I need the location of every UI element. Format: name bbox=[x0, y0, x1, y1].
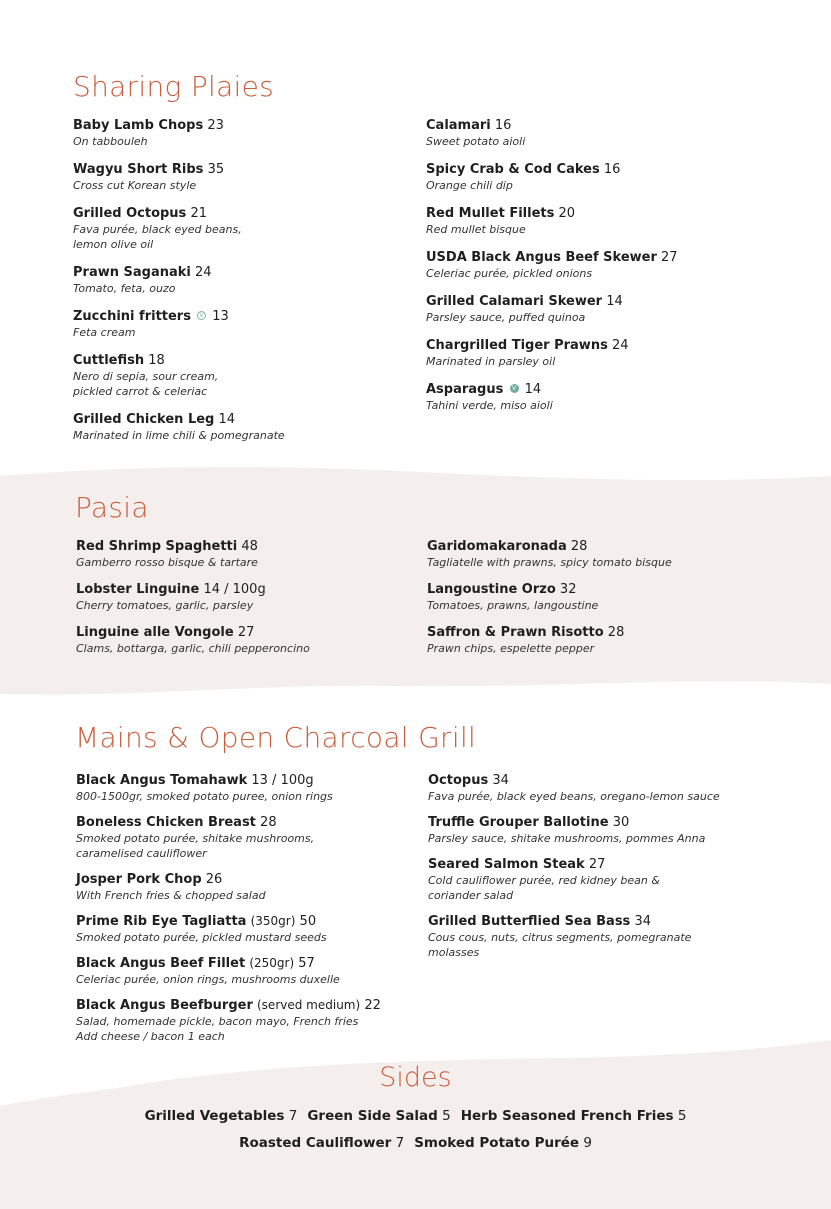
menu-item-name: Baby Lamb Chops bbox=[73, 118, 204, 133]
menu-item-price: 27 bbox=[237, 625, 255, 640]
menu-item-price: 14 bbox=[218, 412, 236, 427]
menu-item-header bbox=[73, 265, 403, 280]
sides-row bbox=[0, 1135, 831, 1151]
menu-item-header bbox=[427, 625, 757, 640]
menu-item-portion: (350gr) bbox=[250, 914, 296, 928]
side-item-name: Herb Seasoned French Fries bbox=[460, 1108, 674, 1124]
menu-item-description: With French fries & chopped salad bbox=[76, 889, 266, 902]
menu-item-header bbox=[428, 857, 758, 872]
menu-item bbox=[428, 857, 758, 903]
menu-item-header bbox=[426, 162, 756, 177]
menu-item bbox=[73, 412, 403, 443]
menu-item-price: 32 bbox=[559, 582, 577, 597]
menu-item-portion: (250gr) bbox=[249, 956, 295, 970]
menu-item bbox=[427, 582, 757, 613]
pasta-right-column bbox=[427, 539, 757, 668]
menu-item-description: Tomato, feta, ouzo bbox=[73, 282, 176, 295]
menu-item-description: Gamberro rosso bisque & tartare bbox=[76, 556, 258, 569]
side-item bbox=[414, 1135, 592, 1151]
menu-item bbox=[73, 118, 403, 149]
menu-item-description: Cous cous, nuts, citrus segments, pomegranate molasses bbox=[428, 931, 692, 959]
menu-item bbox=[73, 353, 403, 399]
menu-item-header bbox=[76, 872, 406, 887]
menu-item-description: 800-1500gr, smoked potato puree, onion rings bbox=[76, 790, 333, 803]
menu-item-price: 13 bbox=[212, 309, 229, 324]
menu-item-price: 30 bbox=[612, 815, 630, 830]
menu-item-name: Red Mullet Fillets bbox=[426, 206, 555, 221]
menu-item-description: Fava purée, black eyed beans, lemon olive oil bbox=[73, 223, 242, 251]
menu-item-header bbox=[73, 309, 403, 324]
menu-item-name: Asparagus bbox=[426, 382, 504, 397]
menu-item-name: USDA Black Angus Beef Skewer bbox=[426, 250, 657, 265]
menu-item-description: Parsley sauce, shitake mushrooms, pommes Anna bbox=[428, 832, 706, 845]
menu-item-name: Lobster Linguine bbox=[76, 582, 200, 597]
menu-item-name: Wagyu Short Ribs bbox=[73, 162, 204, 177]
menu-item-header bbox=[426, 294, 756, 309]
mains-title: Mains & Open Charcoal Grill bbox=[75, 721, 477, 754]
menu-item-description: Celeriac purée, pickled onions bbox=[426, 267, 593, 280]
menu-item-name: Cuttlefish bbox=[73, 353, 145, 368]
menu-item-name: Linguine alle Vongole bbox=[76, 625, 234, 640]
menu-item bbox=[73, 206, 403, 252]
menu-item bbox=[426, 206, 756, 237]
menu-item-header bbox=[76, 998, 406, 1013]
menu-item-name: Grilled Chicken Leg bbox=[73, 412, 215, 427]
menu-item-name: Grilled Calamari Skewer bbox=[426, 294, 603, 309]
menu-item-price: 14 / 100g bbox=[203, 582, 266, 597]
sharing-plates-title: Sharing Plaies bbox=[73, 70, 275, 103]
menu-item-header bbox=[73, 162, 403, 177]
side-item-name: Grilled Vegetables bbox=[144, 1108, 285, 1124]
menu-item-description: Smoked potato purée, pickled mustard seeds bbox=[76, 931, 327, 944]
menu-item-description: Parsley sauce, puffed quinoa bbox=[426, 311, 586, 324]
menu-item-description: Fava purée, black eyed beans, oregano-lemon sauce bbox=[428, 790, 720, 803]
menu-item-header bbox=[76, 582, 406, 597]
pasta-left-column bbox=[76, 539, 406, 668]
side-item-price: 5 bbox=[677, 1108, 687, 1124]
menu-item bbox=[426, 162, 756, 193]
sides-title: Sides bbox=[379, 1062, 452, 1093]
sharing-right-column bbox=[426, 118, 756, 426]
menu-item-name: Garidomakaronada bbox=[427, 539, 567, 554]
side-item bbox=[239, 1135, 404, 1151]
menu-item-header bbox=[428, 773, 758, 788]
menu-item-price: 35 bbox=[207, 162, 225, 177]
menu-item-name: Chargrilled Tiger Prawns bbox=[426, 338, 608, 353]
menu-item-description: Marinated in parsley oil bbox=[426, 355, 556, 368]
menu-item bbox=[427, 539, 757, 570]
vegetarian-outline-icon: V bbox=[197, 311, 206, 320]
menu-item-name: Josper Pork Chop bbox=[76, 872, 202, 887]
menu-item-description: Clams, bottarga, garlic, chili pepperoncino bbox=[76, 642, 310, 655]
side-item-name: Smoked Potato Purée bbox=[414, 1135, 580, 1151]
sharing-left-column bbox=[73, 118, 403, 456]
menu-item-description: Tahini verde, miso aioli bbox=[426, 399, 553, 412]
menu-item-description: Cold cauliflower purée, red kidney bean & coriander salad bbox=[428, 874, 660, 902]
menu-item bbox=[426, 294, 756, 325]
menu-item bbox=[76, 582, 406, 613]
menu-item-description: Salad, homemade pickle, bacon mayo, French fries Add cheese / bacon 1 each bbox=[76, 1015, 359, 1043]
menu-item-description: Smoked potato purée, shitake mushrooms, caramelised cauliflower bbox=[76, 832, 315, 860]
side-item-price: 7 bbox=[288, 1108, 298, 1124]
menu-item-header bbox=[426, 250, 756, 265]
menu-item-header bbox=[76, 625, 406, 640]
pasta-title: Pasia bbox=[75, 491, 149, 524]
menu-item-price: 13 / 100g bbox=[251, 773, 314, 788]
menu-item-price: 28 bbox=[260, 815, 277, 830]
menu-item-name: Octopus bbox=[428, 773, 489, 788]
menu-item-name: Langoustine Orzo bbox=[427, 582, 556, 597]
menu-item-price: 16 bbox=[494, 118, 512, 133]
menu-item-header bbox=[76, 914, 406, 929]
mains-left-column bbox=[76, 773, 406, 1055]
menu-item-name: Prawn Saganaki bbox=[73, 265, 191, 280]
menu-item bbox=[73, 162, 403, 193]
menu-item-header bbox=[76, 773, 406, 788]
menu-item-price: 28 bbox=[570, 539, 588, 554]
menu-item-portion: (served medium) bbox=[257, 998, 361, 1012]
side-item-price: 5 bbox=[442, 1108, 451, 1124]
menu-item-name: Grilled Octopus bbox=[73, 206, 187, 221]
menu-item-name: Calamari bbox=[426, 118, 491, 133]
side-item-name: Roasted Cauliflower bbox=[239, 1135, 392, 1151]
menu-item bbox=[76, 872, 406, 903]
menu-item-name: Black Angus Beef Fillet bbox=[76, 956, 246, 971]
menu-item-description: Red mullet bisque bbox=[426, 223, 526, 236]
menu-item-header bbox=[73, 118, 403, 133]
menu-item-price: 24 bbox=[611, 338, 629, 353]
menu-item bbox=[428, 815, 758, 846]
menu-item-price: 14 bbox=[524, 382, 542, 397]
menu-item-name: Zucchini fritters bbox=[73, 309, 191, 324]
side-item-name: Green Side Salad bbox=[307, 1108, 438, 1124]
menu-item-price: 16 bbox=[603, 162, 621, 177]
menu-item-header bbox=[73, 353, 403, 368]
menu-item-price: 20 bbox=[558, 206, 576, 221]
menu-item-description: Celeriac purée, onion rings, mushrooms duxelle bbox=[76, 973, 340, 986]
menu-item-header bbox=[427, 539, 757, 554]
menu-item-description: Orange chili dip bbox=[426, 179, 513, 192]
menu-item-header bbox=[426, 206, 756, 221]
menu-item-header bbox=[426, 338, 756, 353]
menu-item-price: 27 bbox=[661, 250, 678, 265]
menu-item-description: Cross cut Korean style bbox=[73, 179, 197, 192]
menu-item-header bbox=[426, 118, 756, 133]
menu-item-name: Spicy Crab & Cod Cakes bbox=[426, 162, 600, 177]
menu-item bbox=[73, 265, 403, 296]
sides-row bbox=[0, 1108, 831, 1124]
menu-item bbox=[426, 118, 756, 149]
menu-item bbox=[76, 773, 406, 804]
menu-item bbox=[428, 914, 758, 960]
menu-item-price: 48 bbox=[241, 539, 258, 554]
menu-item bbox=[426, 382, 756, 413]
menu-item-header bbox=[426, 382, 756, 397]
menu-item-name: Prime Rib Eye Tagliatta bbox=[76, 914, 247, 929]
menu-item bbox=[76, 914, 406, 945]
menu-item-price: 26 bbox=[205, 872, 223, 887]
menu-item-description: Tomatoes, prawns, langoustine bbox=[427, 599, 599, 612]
side-item bbox=[307, 1108, 450, 1124]
menu-item-name: Black Angus Beefburger bbox=[76, 998, 253, 1013]
menu-item-price: 34 bbox=[492, 773, 509, 788]
menu-item-header bbox=[73, 206, 403, 221]
vegan-filled-icon: V bbox=[510, 384, 519, 393]
menu-item bbox=[76, 956, 406, 987]
menu-item-description: Nero di sepia, sour cream, pickled carrot & celeriac bbox=[73, 370, 219, 398]
menu-item-description: Prawn chips, espelette pepper bbox=[427, 642, 595, 655]
menu-item-name: Black Angus Tomahawk bbox=[76, 773, 248, 788]
menu-item-name: Red Shrimp Spaghetti bbox=[76, 539, 238, 554]
menu-item-description: Cherry tomatoes, garlic, parsley bbox=[76, 599, 254, 612]
menu-item-description: Tagliatelle with prawns, spicy tomato bisque bbox=[427, 556, 672, 569]
menu-item-name: Boneless Chicken Breast bbox=[76, 815, 256, 830]
menu-item-price: 28 bbox=[607, 625, 625, 640]
menu-item-description: On tabbouleh bbox=[73, 135, 148, 148]
menu-item-price: 34 bbox=[634, 914, 651, 929]
menu-item-price: 22 bbox=[364, 998, 381, 1013]
menu-item bbox=[76, 539, 406, 570]
menu-item-price: 24 bbox=[195, 265, 212, 280]
side-item bbox=[145, 1108, 298, 1124]
side-item-price: 7 bbox=[395, 1135, 405, 1151]
menu-item-price: 50 bbox=[299, 914, 317, 929]
menu-item bbox=[76, 815, 406, 861]
menu-item bbox=[426, 250, 756, 281]
menu-item-header bbox=[428, 914, 758, 929]
menu-item-header bbox=[76, 815, 406, 830]
menu-item-name: Saffron & Prawn Risotto bbox=[427, 625, 604, 640]
menu-item-price: 21 bbox=[190, 206, 207, 221]
menu-item-description: Sweet potato aioli bbox=[426, 135, 526, 148]
menu-item bbox=[426, 338, 756, 369]
mains-right-column bbox=[428, 773, 758, 971]
menu-item-description: Feta cream bbox=[73, 326, 136, 339]
menu-item-header bbox=[427, 582, 757, 597]
menu-item-price: 27 bbox=[588, 857, 606, 872]
menu-item-name: Grilled Butterflied Sea Bass bbox=[428, 914, 631, 929]
menu-item bbox=[427, 625, 757, 656]
side-item-price: 9 bbox=[583, 1135, 592, 1151]
menu-item bbox=[76, 998, 406, 1044]
menu-item-name: Seared Salmon Steak bbox=[428, 857, 585, 872]
menu-item-description: Marinated in lime chili & pomegranate bbox=[73, 429, 285, 442]
menu-item-price: 23 bbox=[207, 118, 224, 133]
menu-item bbox=[428, 773, 758, 804]
menu-item-header bbox=[76, 539, 406, 554]
menu-item-header bbox=[73, 412, 403, 427]
menu-item bbox=[73, 309, 403, 340]
menu-item-header bbox=[76, 956, 406, 971]
menu-item-header bbox=[428, 815, 758, 830]
menu-item-price: 18 bbox=[148, 353, 165, 368]
side-item bbox=[461, 1108, 687, 1124]
menu-item bbox=[76, 625, 406, 656]
menu-item-price: 14 bbox=[606, 294, 623, 309]
menu-item-name: Truffle Grouper Ballotine bbox=[428, 815, 609, 830]
menu-item-price: 57 bbox=[298, 956, 315, 971]
